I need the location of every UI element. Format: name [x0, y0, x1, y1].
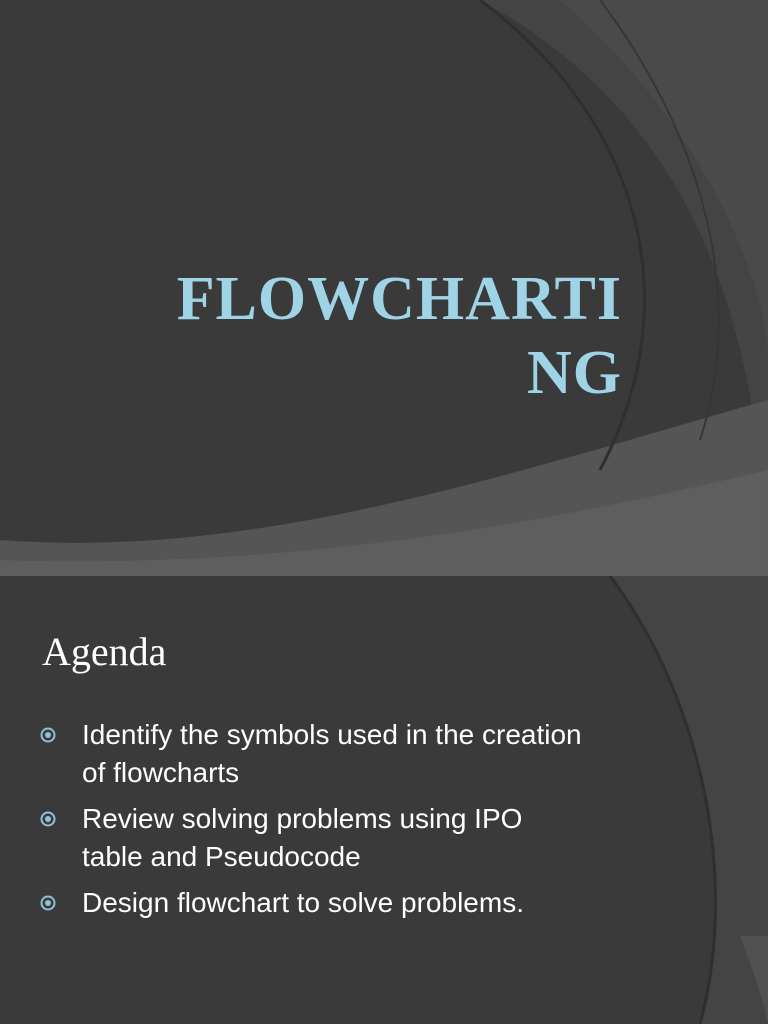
agenda-bullet-1	[40, 716, 680, 792]
agenda-bullet-3	[40, 884, 680, 922]
target-circle-icon	[40, 895, 56, 911]
bullet-line: Review solving problems using IPO	[82, 803, 523, 834]
bullet-line: Identify the symbols used in the creation	[82, 719, 582, 750]
agenda-slide	[0, 576, 768, 1024]
target-circle-icon	[40, 727, 56, 743]
bullet-line: table and Pseudocode	[82, 841, 361, 872]
title-line-2: NG	[527, 339, 622, 407]
target-circle-icon	[40, 811, 56, 827]
bullet-line: of flowcharts	[82, 757, 240, 788]
agenda-bullet-2	[40, 800, 680, 876]
agenda-bullet-list	[40, 716, 680, 930]
agenda-heading: Agenda	[42, 629, 167, 674]
title-line-1: FLOWCHARTI	[176, 265, 622, 333]
slide-title	[102, 262, 622, 410]
bullet-line: Design flowchart to solve problems.	[82, 887, 524, 918]
